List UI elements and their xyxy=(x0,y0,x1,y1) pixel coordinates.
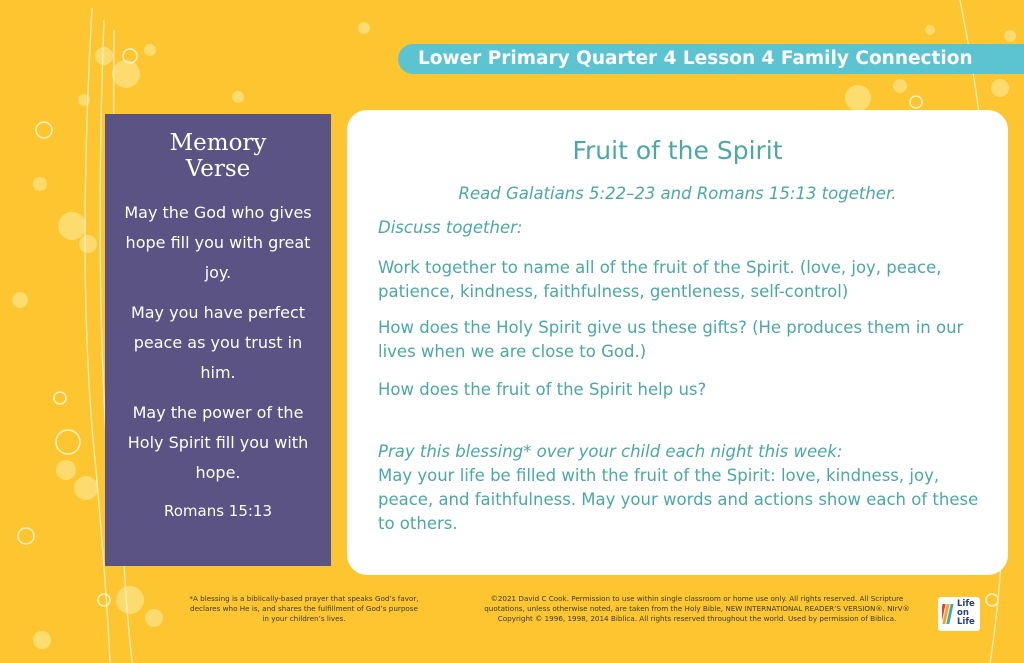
memory-verse-reference: Romans 15:13 xyxy=(163,502,273,520)
copyright-notice: ©2021 David C Cook. Permission to use within single classroom or home use only. All rights reserved. All Scripture quotations, unless otherwise noted, are taken from the Holy Bible, NEW INTERNATIONAL READER’S VERSION®. NIrV® Copyright © 1996, 1998, 2014 Biblica. All rights reserved throughout the world. Used by permission of Biblica. xyxy=(484,594,910,623)
blessing-text: May your life be filled with the fruit of the Spirit: love, kindness, joy, peace, and faithfulness. May your words and actions show each of these to others. xyxy=(378,466,979,533)
card-title: Fruit of the Spirit xyxy=(572,136,783,165)
memory-verse-paragraph-1: May the God who gives hope fill you with great joy. xyxy=(124,203,312,282)
blessing-label: Pray this blessing* over your child each night this week: xyxy=(378,442,843,461)
memory-verse-paragraph-3: May the power of the Holy Spirit fill you with hope. xyxy=(127,403,309,482)
blessing-footnote: *A blessing is a biblically-based prayer that speaks God’s favor, declares who He is, and shares the fulfillment of God’s purpose in your children’s lives. xyxy=(189,594,419,623)
discussion-question-2: How does the Holy Spirit give us these gifts? (He produces them in our lives when we are close to God.) xyxy=(378,318,964,361)
logo-wordmark xyxy=(957,600,975,627)
lesson-content-card xyxy=(347,110,1008,575)
logo-word-life-2: Life xyxy=(957,617,975,627)
memory-verse-heading-line2: Verse xyxy=(185,156,251,182)
discussion-question-3: How does the fruit of the Spirit help us? xyxy=(378,380,707,399)
memory-verse-heading xyxy=(105,130,331,182)
logo-word-on: on xyxy=(957,608,969,618)
discuss-label: Discuss together: xyxy=(378,218,523,237)
memory-verse-panel xyxy=(105,114,331,566)
logo-word-life: Life xyxy=(957,599,975,609)
lesson-title-banner: Lower Primary Quarter 4 Lesson 4 Family Connection xyxy=(398,44,1024,74)
logo-stripes-icon xyxy=(942,602,956,626)
discussion-question-1: Work together to name all of the fruit of the Spirit. (love, joy, peace, patience, kindness, faithfulness, gentleness, self-control) xyxy=(378,258,942,301)
memory-verse-paragraph-2: May you have perfect peace as you trust in him. xyxy=(130,303,306,382)
memory-verse-heading-line1: Memory xyxy=(169,130,267,156)
scripture-reading-instruction: Read Galatians 5:22–23 and Romans 15:13 together. xyxy=(458,184,897,203)
life-on-life-logo xyxy=(938,597,980,631)
